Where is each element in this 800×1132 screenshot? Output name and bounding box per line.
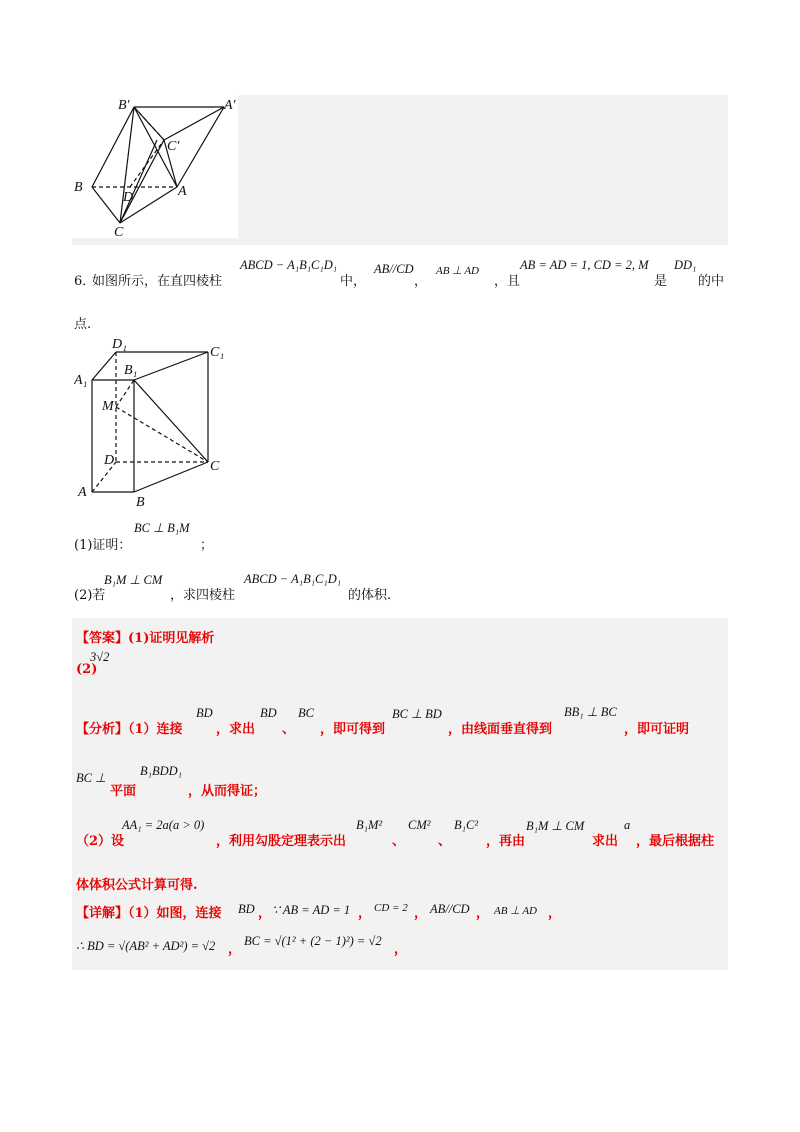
problem-number: 6． xyxy=(74,274,96,289)
analysis-text: ，再由 xyxy=(486,834,526,849)
label-C: C xyxy=(210,459,220,474)
label-A: A xyxy=(178,184,187,199)
analysis-text: ，求出 xyxy=(216,722,256,737)
analysis-math: BC ⊥ BD xyxy=(392,707,442,721)
analysis-text: ，由线面垂直得到 xyxy=(448,722,553,737)
part2-suffix: 的体积. xyxy=(348,588,392,603)
part2-line xyxy=(74,572,494,602)
analysis-text: ，即可得到 xyxy=(320,722,386,737)
detail-math: BC = √(1² + (2 − 1)²) = √2 xyxy=(244,934,382,948)
analysis-math: AA₁ = 2a(a > 0) xyxy=(122,818,205,832)
analysis-text: ，利用勾股定理表示出 xyxy=(216,834,347,849)
part2-prefix: (2)若 xyxy=(74,588,106,603)
analysis-math: BD xyxy=(260,706,277,720)
problem-intro-f: 点. xyxy=(74,317,92,332)
answer-line-2-prefix: (2) xyxy=(76,662,98,677)
analysis-text: ，最后根据柱 xyxy=(636,834,715,849)
label-M: M xyxy=(102,399,114,414)
part1-suffix: ； xyxy=(200,538,214,553)
detail-text: ， xyxy=(394,942,408,957)
prism-figure-2 xyxy=(74,334,234,509)
analysis-text: ，即可证明 xyxy=(624,722,690,737)
analysis-math: BD xyxy=(196,706,213,720)
detail-text: ， xyxy=(476,906,490,921)
analysis-math: BB₁ ⊥ BC xyxy=(564,705,617,719)
analysis-math: CM² xyxy=(408,818,431,832)
figure2-box xyxy=(74,334,234,509)
detail-text: 【详解】（1）如图，连接 xyxy=(76,906,222,921)
prism-figure-1 xyxy=(72,95,238,238)
analysis-text: 、 xyxy=(392,834,406,849)
math-cond4: DD₁ xyxy=(674,258,697,272)
problem-intro-c: ，且 xyxy=(494,274,521,289)
analysis-line-2 xyxy=(76,758,726,798)
problem-line-1 xyxy=(74,256,734,296)
label-B1: B₁ xyxy=(124,363,138,378)
detail-math: CD = 2 xyxy=(374,902,408,914)
answer-line-1: 【答案】(1)证明见解析 xyxy=(76,631,215,646)
problem-intro-e: 的中 xyxy=(698,274,725,289)
label-C1: C₁ xyxy=(210,345,225,360)
label-C: C xyxy=(114,225,124,238)
answer-line-2-math: 3√2 xyxy=(90,650,110,664)
label-D: D xyxy=(104,453,115,468)
analysis-math: B₁BDD₁ xyxy=(140,764,183,778)
math-prism: ABCD − A₁B₁C₁D₁ xyxy=(240,258,338,272)
analysis-text: ，从而得证； xyxy=(188,784,267,799)
analysis-math: B₁M² xyxy=(356,818,383,832)
problem-intro-d: 是 xyxy=(654,274,668,289)
analysis-text: 求出 xyxy=(592,834,619,849)
analysis-math: a xyxy=(624,818,631,832)
detail-text: ， xyxy=(414,906,428,921)
analysis-math: BC xyxy=(298,706,314,720)
label-B: B xyxy=(74,180,83,195)
label-A1: A₁ xyxy=(74,373,88,388)
part2-mid: ，求四棱柱 xyxy=(170,588,236,603)
analysis-line-3 xyxy=(76,812,726,852)
detail-line-1 xyxy=(76,896,726,924)
answer-line-2 xyxy=(76,648,156,678)
label-D1: D₁ xyxy=(112,337,127,352)
detail-text: ， xyxy=(258,906,272,921)
label-A: A xyxy=(78,485,87,500)
part2-math1: B₁M ⊥ CM xyxy=(104,573,163,587)
detail-math: AB//CD xyxy=(430,902,470,916)
analysis-text: 平面 xyxy=(110,784,137,799)
part1-math: BC ⊥ B₁M xyxy=(134,521,190,535)
label-Cprime: C′ xyxy=(167,139,180,154)
analysis-text: 、 xyxy=(438,834,452,849)
analysis-line-4: 体体积公式计算可得. xyxy=(76,878,198,893)
label-D: D xyxy=(123,190,134,205)
detail-text: ， xyxy=(548,906,562,921)
part1-prefix: (1)证明： xyxy=(74,538,132,553)
math-cond3: AB = AD = 1, CD = 2, M xyxy=(520,258,649,272)
sep-1: ， xyxy=(414,274,428,289)
detail-math: AB ⊥ AD xyxy=(494,905,537,917)
label-Bprime: B′ xyxy=(118,98,130,113)
math-cond2: AB ⊥ AD xyxy=(436,265,479,277)
figure1-box xyxy=(72,95,238,238)
detail-math: ∵ AB = AD = 1 xyxy=(272,903,351,917)
part1-line xyxy=(74,520,374,553)
detail-math: BD xyxy=(238,902,255,916)
analysis-text: （2）设 xyxy=(76,834,125,849)
analysis-line-1 xyxy=(76,702,726,736)
part2-math2: ABCD − A₁B₁C₁D₁ xyxy=(244,572,342,586)
detail-text: ， xyxy=(228,942,242,957)
label-B: B xyxy=(136,495,145,509)
analysis-text: 、 xyxy=(282,722,296,737)
label-Aprime: A′ xyxy=(224,98,236,113)
analysis-math: B₁M ⊥ CM xyxy=(526,819,585,833)
detail-line-2 xyxy=(76,930,726,960)
detail-text: ， xyxy=(358,906,372,921)
analysis-math: B₁C² xyxy=(454,818,479,832)
analysis-text: 【分析】（1）连接 xyxy=(76,722,183,737)
detail-math: ∴ BD = √(AB² + AD²) = √2 xyxy=(76,939,216,953)
math-cond1: AB//CD xyxy=(374,262,414,276)
analysis-math: BC ⊥ xyxy=(76,771,106,785)
problem-intro-b: 中， xyxy=(340,274,367,289)
problem-intro-a: 如图所示，在直四棱柱 xyxy=(92,274,223,289)
